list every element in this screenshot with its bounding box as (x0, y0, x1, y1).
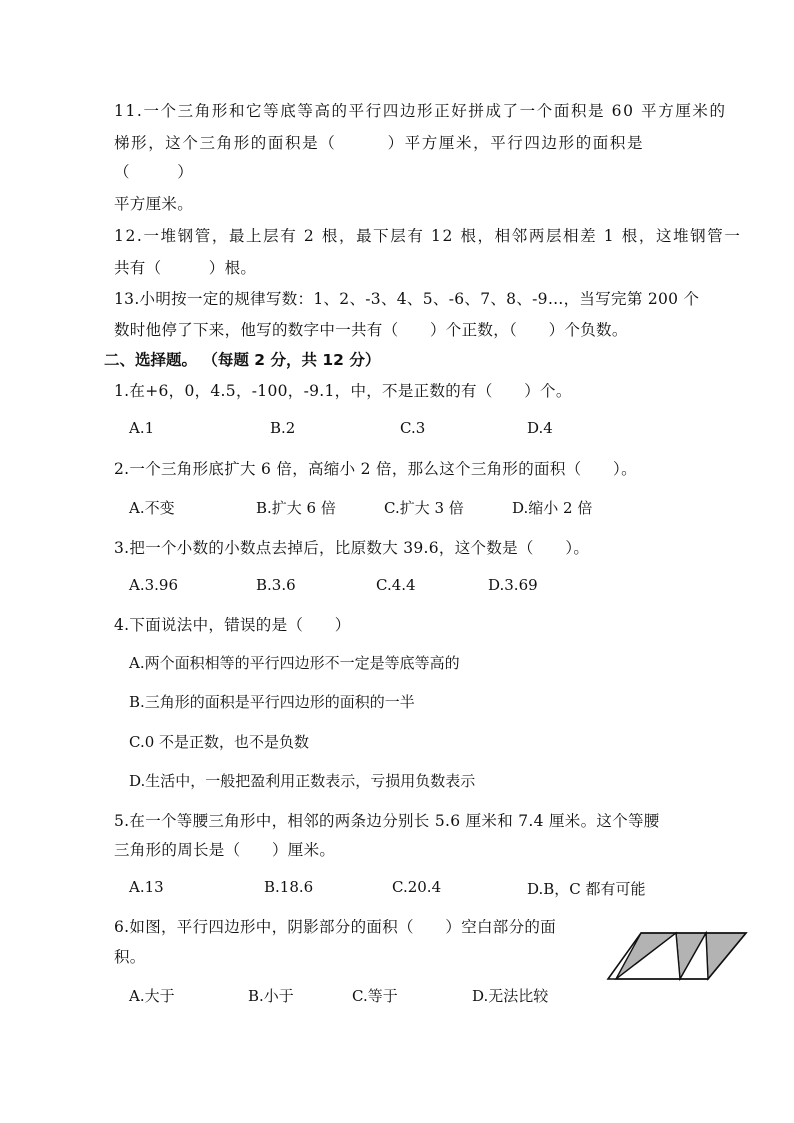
q11-line-3: （ ） (114, 163, 194, 181)
mc2-option-b: B.扩大 6 倍 (256, 499, 336, 517)
q13-line-1: 13.小明按一定的规律写数：1、2、-3、4、5、-6、7、8、-9…，当写完第 200 个 (114, 290, 700, 308)
mc4-option-b: B.三角形的面积是平行四边形的面积的一半 (129, 693, 415, 711)
mc3-option-c: C.4.4 (376, 576, 416, 594)
mc4-option-c: C.0 不是正数，也不是负数 (129, 733, 310, 751)
q11-line-1: 11.一个三角形和它等底等高的平行四边形正好拼成了一个面积是 60 平方厘米的 (114, 102, 727, 120)
mc6-stem-2: 积。 (114, 948, 146, 966)
mc4-option-d: D.生活中，一般把盈利用正数表示，亏损用负数表示 (129, 772, 476, 790)
mc1-stem: 1.在+6，0，4.5，-100，-9.1，中，不是正数的有（ ）个。 (114, 382, 572, 400)
mc6-stem-1: 6.如图，平行四边形中，阴影部分的面积（ ）空白部分的面 (114, 918, 556, 936)
mc2-option-a: A.不变 (129, 499, 175, 517)
q11-line-2: 梯形，这个三角形的面积是（ ）平方厘米，平行四边形的面积是 (114, 134, 645, 152)
mc3-option-a: A.3.96 (129, 576, 178, 594)
q12-line-2: 共有（ ）根。 (114, 259, 257, 277)
mc3-option-d: D.3.69 (488, 576, 538, 594)
mc5-option-c: C.20.4 (392, 878, 442, 896)
mc5-option-b: B.18.6 (264, 878, 314, 896)
mc1-option-b: B.2 (270, 419, 296, 437)
q11-line-4: 平方厘米。 (114, 195, 194, 213)
mc6-option-b: B.小于 (248, 987, 294, 1005)
parallelogram-figure (606, 930, 752, 984)
q13-line-2: 数时他停了下来，他写的数字中一共有（ ）个正数，（ ）个负数。 (114, 321, 628, 339)
mc4-option-a: A.两个面积相等的平行四边形不一定是等底等高的 (129, 654, 460, 672)
mc5-option-a: A.13 (129, 878, 164, 896)
mc5-stem-1: 5.在一个等腰三角形中，相邻的两条边分别长 5.6 厘米和 7.4 厘米。这个等腰 (114, 812, 660, 830)
mc5-stem-2: 三角形的周长是（ ）厘米。 (114, 841, 336, 859)
mc2-option-c: C.扩大 3 倍 (384, 499, 464, 517)
mc3-stem: 3.把一个小数的小数点去掉后，比原数大 39.6，这个数是（ ）。 (114, 539, 590, 557)
mc5-option-d: D.B，C 都有可能 (527, 880, 646, 898)
mc1-option-a: A.1 (129, 419, 155, 437)
mc3-option-b: B.3.6 (256, 576, 296, 594)
mc2-stem: 2.一个三角形底扩大 6 倍，高缩小 2 倍，那么这个三角形的面积（ ）。 (114, 460, 637, 478)
mc6-option-a: A.大于 (129, 987, 175, 1005)
mc1-option-c: C.3 (400, 419, 426, 437)
mc6-option-c: C.等于 (352, 987, 398, 1005)
mc1-option-d: D.4 (527, 419, 553, 437)
q12-line-1: 12.一堆钢管，最上层有 2 根，最下层有 12 根，相邻两层相差 1 根，这堆钢管一 (114, 227, 742, 245)
mc2-option-d: D.缩小 2 倍 (512, 499, 593, 517)
mc6-option-d: D.无法比较 (472, 987, 549, 1005)
mc4-stem: 4.下面说法中，错误的是（ ） (114, 616, 351, 634)
section-heading: 二、选择题。 （每题 2 分，共 12 分） (104, 351, 381, 369)
